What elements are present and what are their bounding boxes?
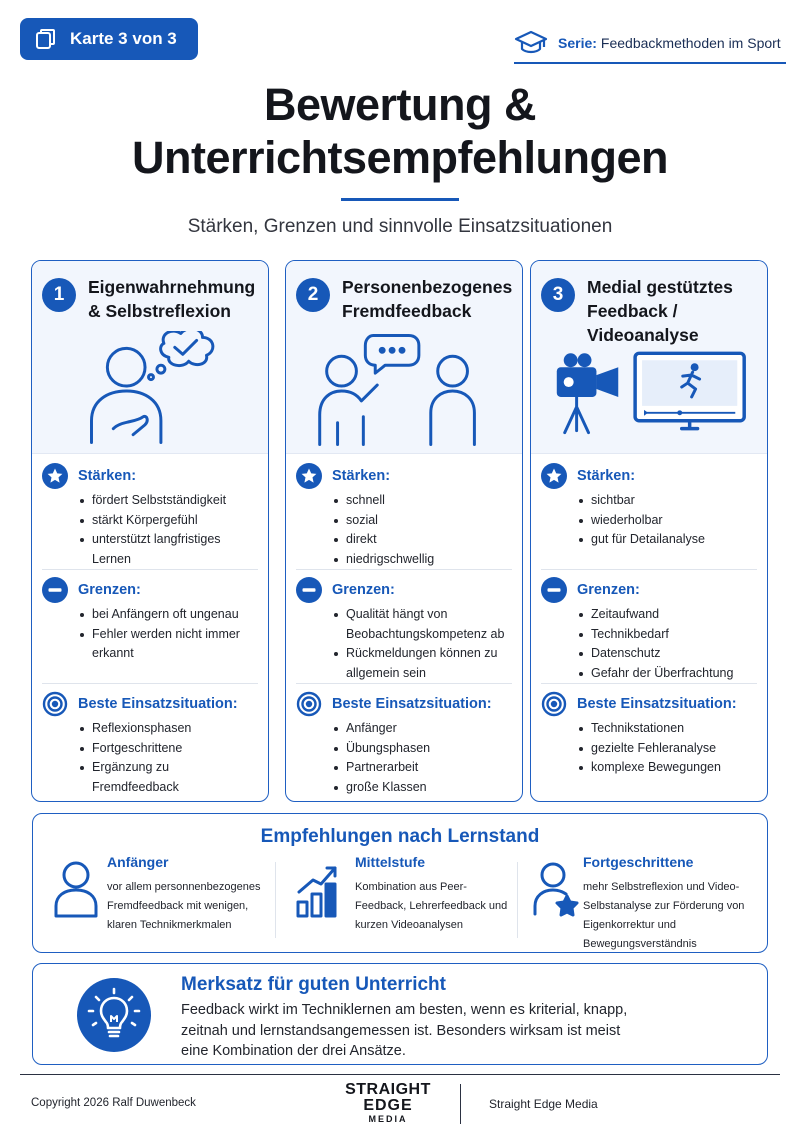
level-name: Anfänger	[107, 854, 169, 870]
key-takeaway-panel	[32, 963, 768, 1065]
straight-edge-media-logo	[338, 1082, 438, 1124]
list-item: sozial	[332, 511, 512, 531]
level-text: mehr Selbstreflexion und Video-Selbstanalyse zur Förderung von Eigenkorrektur und Bewegungsverständnis	[583, 881, 745, 950]
list-item: wiederholbar	[577, 511, 757, 531]
list-item: Zeitaufwand	[577, 605, 757, 625]
key-takeaway-text: Feedback wirkt im Techniklernen am besten, wenn es kriterial, knapp, zeitnah und lernstandsangemessen ist. Besonders wirksam ist meist eine Kombination der drei Ansätze.	[181, 1002, 628, 1059]
target-icon	[296, 691, 322, 717]
level-text: Kombination aus Peer-Feedback, Lehrerfeedback und kurzen Videoanalysen	[355, 881, 508, 931]
title-underline	[341, 198, 459, 201]
method-card-video-analysis	[530, 260, 768, 802]
card-counter-badge	[20, 18, 198, 60]
minus-circle-icon	[42, 577, 68, 603]
limits-heading: Grenzen:	[332, 582, 395, 598]
logo-line-3: MEDIA	[368, 1114, 408, 1124]
divider	[296, 683, 512, 684]
cards-icon	[34, 27, 58, 51]
list-item: Datenschutz	[577, 644, 757, 664]
level-intermediate	[295, 854, 515, 944]
level-name: Fortgeschrittene	[583, 854, 694, 870]
copyright-text: Copyright 2026 Ralf Duwenbeck	[31, 1097, 196, 1109]
list-item: fördert Selbstständigkeit	[78, 491, 258, 511]
strengths-heading: Stärken:	[577, 468, 636, 484]
card-header	[286, 261, 522, 454]
divider	[296, 569, 512, 570]
divider	[42, 683, 258, 684]
list-item: stärkt Körpergefühl	[78, 511, 258, 531]
star-icon	[296, 463, 322, 489]
level-name: Mittelstufe	[355, 854, 425, 870]
card-header	[531, 261, 767, 454]
list-item: Ergänzung zu Fremdfeedback	[78, 758, 258, 797]
two-persons-talking-icon	[286, 331, 522, 449]
star-icon	[42, 463, 68, 489]
level-text: vor allem personnenbezogenes Fremdfeedback mit wenigen, klaren Technikmerkmalen	[107, 881, 261, 931]
list-item: gezielte Fehleranalyse	[577, 739, 757, 759]
recommendations-title: Empfehlungen nach Lernstand	[260, 826, 540, 847]
series-info	[514, 30, 786, 64]
strengths-section	[296, 463, 512, 569]
list-item: Fortgeschrittene	[78, 739, 258, 759]
series-label: Serie:	[558, 35, 597, 51]
title-line-2: Unterrichtsempfehlungen	[131, 132, 669, 183]
limits-heading: Grenzen:	[78, 582, 141, 598]
card-number: 2	[296, 278, 330, 312]
divider	[42, 569, 258, 570]
target-icon	[42, 691, 68, 717]
list-item: Gefahr der Überfrachtung	[577, 664, 757, 684]
strengths-heading: Stärken:	[332, 468, 391, 484]
list-item: gut für Detailanalyse	[577, 530, 757, 550]
list-item: große Klassen	[332, 778, 512, 798]
divider	[275, 862, 276, 938]
star-icon	[541, 463, 567, 489]
card-title: Personenbezogenes Fremdfeedback	[342, 277, 513, 321]
level-beginner	[53, 854, 273, 944]
lightbulb-icon	[77, 978, 151, 1052]
divider	[541, 569, 757, 570]
card-number: 1	[42, 278, 76, 312]
key-takeaway-title: Merksatz für guten Unterricht	[181, 974, 446, 995]
video-camera-monitor-icon	[531, 331, 767, 449]
list-item: Übungsphasen	[332, 739, 512, 759]
list-item: Reflexionsphasen	[78, 719, 258, 739]
limits-section	[42, 577, 258, 664]
logo-line-1: STRAIGHT	[345, 1081, 431, 1098]
target-icon	[541, 691, 567, 717]
growth-chart-icon	[295, 862, 341, 920]
list-item: bei Anfängern oft ungenau	[78, 605, 258, 625]
badge-label: Karte 3 von 3	[70, 29, 177, 48]
list-item: direkt	[332, 530, 512, 550]
best-use-heading: Beste Einsatzsituation:	[332, 696, 492, 712]
strengths-heading: Stärken:	[78, 468, 137, 484]
divider	[541, 683, 757, 684]
best-use-heading: Beste Einsatzsituation:	[78, 696, 238, 712]
list-item: schnell	[332, 491, 512, 511]
title-line-1: Bewertung &	[263, 79, 536, 130]
list-item: unterstützt langfristiges Lernen	[78, 530, 258, 569]
best-use-section	[541, 691, 757, 778]
limits-heading: Grenzen:	[577, 582, 640, 598]
list-item: Rückmeldungen können zu allgemein sein	[332, 644, 512, 683]
limits-section	[541, 577, 757, 683]
list-item: sichtbar	[577, 491, 757, 511]
card-header	[32, 261, 268, 454]
list-item: Technikstationen	[577, 719, 757, 739]
minus-circle-icon	[541, 577, 567, 603]
card-title: Eigenwahrnehmung & Selbstreflexion	[88, 277, 256, 321]
page-subtitle: Stärken, Grenzen und sinnvolle Einsatzsituationen	[187, 216, 613, 237]
divider	[517, 862, 518, 938]
graduation-cap-icon	[514, 30, 548, 56]
list-item: Partnerarbeit	[332, 758, 512, 778]
list-item: niedrigschwellig	[332, 550, 512, 570]
logo-line-2: EDGE	[363, 1097, 413, 1114]
best-use-heading: Beste Einsatzsituation:	[577, 696, 737, 712]
strengths-section	[541, 463, 757, 550]
card-title: Medial gestütztes Feedback / Videoanalyse	[587, 277, 733, 345]
company-name: Straight Edge Media	[489, 1097, 598, 1111]
minus-circle-icon	[296, 577, 322, 603]
page-title	[0, 78, 800, 184]
method-card-peer-feedback	[285, 260, 523, 802]
list-item: Technikbedarf	[577, 625, 757, 645]
list-item: Qualität hängt von Beobachtungskompetenz ab	[332, 605, 512, 644]
footer-divider	[460, 1084, 461, 1124]
strengths-section	[42, 463, 258, 569]
method-card-self-reflection	[31, 260, 269, 802]
best-use-section	[42, 691, 258, 797]
person-star-icon	[533, 860, 579, 918]
limits-section	[296, 577, 512, 683]
person-icon	[53, 860, 99, 918]
list-item: Fehler werden nicht immer erkannt	[78, 625, 258, 664]
series-name: Feedbackmethoden im Sport	[600, 35, 781, 51]
self-reflection-person-icon	[32, 331, 268, 449]
best-use-section	[296, 691, 512, 797]
card-number: 3	[541, 278, 575, 312]
footer-rule	[20, 1074, 780, 1075]
list-item: Anfänger	[332, 719, 512, 739]
recommendations-panel	[32, 813, 768, 953]
list-item: komplexe Bewegungen	[577, 758, 757, 778]
level-advanced	[533, 854, 763, 950]
